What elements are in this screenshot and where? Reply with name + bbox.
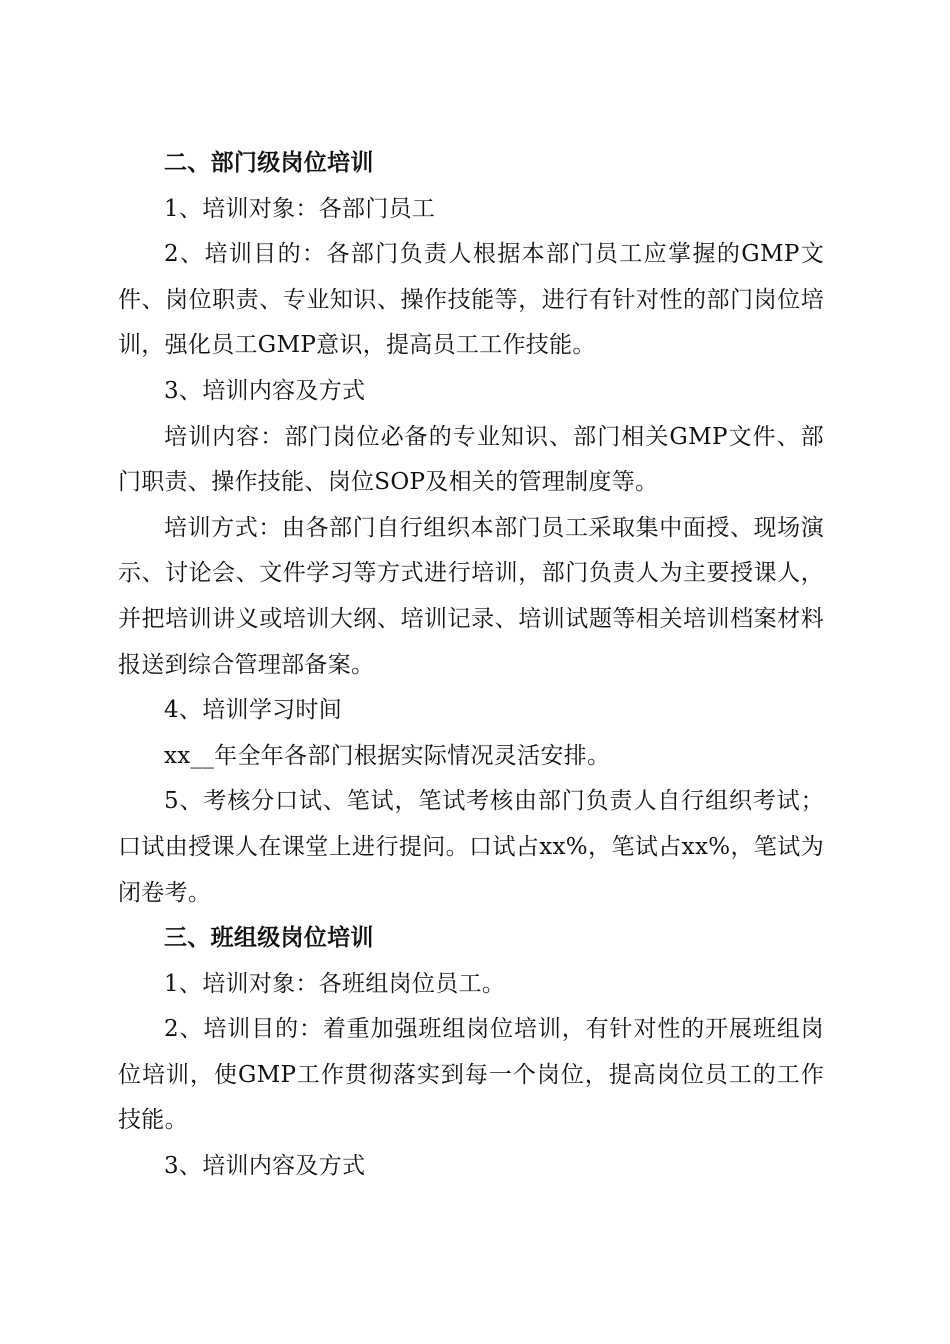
- section-3-heading: 三、班组级岗位培训: [164, 925, 374, 952]
- section-3-content-method-title: 3、培训内容及方式: [164, 1153, 366, 1180]
- section-2-assessment: 5、考核分口试、笔试，笔试考核由部门负责人自行组织考试；口试由授课人在课堂上进行提问。口试占xx%，笔试占xx%，笔试为闭卷考。: [118, 788, 824, 906]
- section-2-heading: 二、部门级岗位培训: [164, 150, 374, 176]
- section-2-training-purpose: 2、培训目的：各部门负责人根据本部门员工应掌握的GMP文件、岗位职责、专业知识、操作技能等，进行有针对性的部门岗位培训，强化员工GMP意识，提高员工工作技能。: [118, 241, 824, 359]
- section-2-content-method-title: 3、培训内容及方式: [164, 377, 366, 404]
- section-2-training-target: 1、培训对象：各部门员工: [164, 195, 436, 222]
- section-3-training-target: 1、培训对象：各班组岗位员工。: [164, 970, 506, 997]
- section-2-study-time-title: 4、培训学习时间: [164, 697, 343, 724]
- section-2-training-content: 培训内容：部门岗位必备的专业知识、部门相关GMP文件、部门职责、操作技能、岗位SOP及相关的管理制度等。: [118, 423, 824, 496]
- section-2-training-method: 培训方式：由各部门自行组织本部门员工采取集中面授、现场演示、讨论会、文件学习等方式进行培训，部门负责人为主要授课人，并把培训讲义或培训大纲、培训记录、培训试题等相关培训档案材料报送到综合管理部备案。: [118, 514, 824, 678]
- section-3-training-purpose: 2、培训目的：着重加强班组岗位培训，有针对性的开展班组岗位培训，使GMP工作贯彻落实到每一个岗位，提高岗位员工的工作技能。: [118, 1016, 824, 1134]
- document-page: [118, 141, 824, 1190]
- section-2-study-time: xx__年全年各部门根据实际情况灵活安排。: [164, 742, 611, 769]
